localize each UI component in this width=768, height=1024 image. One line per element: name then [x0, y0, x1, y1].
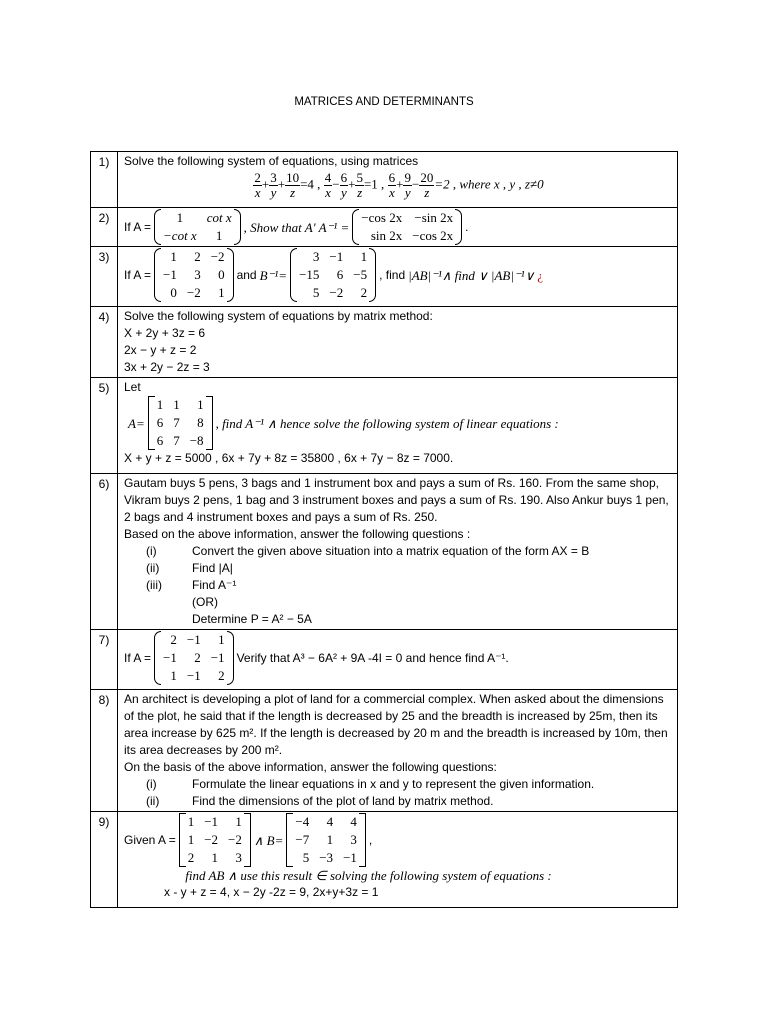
question-text: ,: [368, 832, 373, 847]
matrix-a: [179, 813, 251, 867]
equals-text: =2 , where x , y , z≠0: [434, 176, 544, 192]
fraction: [388, 171, 397, 200]
equation-line: x - y + z = 4, x − 2y -2z = 9, 2x+y+3z = 1: [164, 885, 379, 899]
equation-line: 3x + 2y − 2z = 3: [124, 360, 210, 374]
table-row: [91, 152, 678, 208]
question-text: ¿: [537, 267, 544, 283]
denominator: y: [340, 185, 347, 200]
matrix-cell: 1: [326, 832, 334, 847]
matrix-cell: 1: [218, 285, 225, 300]
equation-line: $\frac{2}{x}$ + $\frac{3}{y}$ + $\frac{10}{z}$ =4 , $\frac{4}{x}$ − $\frac{6}{y}$ + $\frac{5}{z}$ =1 , $\frac{6}{x}$ + $\frac{9}{y}$ − $\frac{20}{z}$ =2 , where x , y , z≠0: [254, 170, 544, 200]
denominator: z: [357, 185, 363, 200]
fraction: [285, 171, 300, 200]
matrix-a: [154, 209, 241, 245]
matrix-result: [352, 209, 462, 245]
sub-label: (ii): [146, 561, 160, 575]
question-number: 2): [91, 208, 118, 247]
sub-question: [124, 594, 673, 611]
matrix-cell: −5: [353, 267, 368, 282]
matrix-cell: −cot x: [163, 228, 197, 243]
sub-question: [124, 611, 673, 628]
matrix-cell: −8: [189, 433, 204, 448]
question-text: , find: [379, 267, 406, 282]
question-text: Based on the above information, answer the following questions :: [124, 527, 471, 541]
question-body: [118, 474, 678, 630]
denominator: x: [325, 185, 331, 200]
question-line: [128, 396, 673, 450]
matrix-b-inverse: [290, 248, 376, 302]
matrix-cell: 6: [336, 267, 344, 282]
denominator: z: [424, 185, 430, 200]
matrix-cell: −15: [299, 267, 320, 282]
matrix-cell: 2: [187, 850, 195, 865]
matrix-cell: 4: [326, 814, 334, 829]
fraction: [419, 171, 434, 200]
matrix-cell: −2: [329, 285, 344, 300]
question-text: Verify that A³ − 6A² + 9A -4I = 0 and hence find A⁻¹.: [236, 650, 509, 665]
table-row: [91, 247, 678, 307]
matrix-cell: 2: [194, 249, 201, 264]
question-body: [118, 630, 678, 690]
question-number: 3): [91, 247, 118, 307]
numerator: 9: [404, 170, 411, 185]
denominator: y: [270, 185, 277, 200]
sub-question: [124, 543, 673, 560]
sub-label: (i): [146, 777, 157, 791]
sub-question: [124, 776, 673, 793]
sub-text: Find |A|: [192, 561, 233, 575]
question-text: |AB|⁻¹∧ find ∨ |AB|⁻¹∨: [408, 267, 535, 283]
question-line: [124, 248, 673, 302]
sub-label: (ii): [146, 794, 160, 808]
equals-text: =1 ,: [363, 176, 385, 192]
question-number: 4): [91, 307, 118, 378]
fraction: [355, 171, 364, 200]
matrix-cell: −cos 2x: [412, 228, 454, 243]
question-text: and: [236, 267, 257, 282]
equation-line: X + y + z = 5000 , 6x + 7y + 8z = 35800 , 6x + 7y − 8z = 7000.: [124, 451, 454, 465]
question-number: 7): [91, 630, 118, 690]
question-number: 5): [91, 378, 118, 474]
question-line: [124, 813, 673, 867]
numerator: 6: [388, 170, 396, 185]
matrix-cell: 5: [312, 285, 320, 300]
matrix-cell: 7: [173, 433, 180, 448]
matrix-cell: 6: [156, 415, 164, 430]
table-row: [91, 630, 678, 690]
matrix-cell: −sin 2x: [414, 210, 454, 225]
question-body: [118, 812, 678, 908]
matrix-a: [148, 396, 213, 450]
sub-text: Convert the given above situation into a matrix equation of the form AX = B: [192, 544, 590, 558]
question-text: B⁻¹=: [259, 267, 288, 283]
sub-text: Formulate the linear equations in x and y to represent the given information.: [192, 777, 595, 791]
question-text: A=: [128, 415, 145, 431]
equals-text: =4 ,: [300, 176, 321, 192]
matrix-cell: 6: [156, 433, 164, 448]
matrix-cell: 1: [197, 397, 204, 412]
matrix-a: [154, 248, 234, 302]
sub-question: [124, 793, 673, 810]
question-line: [124, 209, 673, 245]
fraction: [403, 171, 412, 200]
matrix-cell: −1: [204, 814, 219, 829]
matrix-cell: 4: [350, 814, 357, 829]
matrix-cell: 1: [211, 850, 219, 865]
matrix-cell: sin 2x: [370, 228, 403, 243]
matrix-cell: −7: [295, 832, 310, 847]
matrix-cell: −1: [163, 650, 177, 665]
matrix-cell: 0: [170, 285, 177, 300]
matrix-cell: −1: [329, 249, 344, 264]
question-text: An architect is developing a plot of land for a commercial complex. When asked about the dimensions of the plot, he said that if the length is decreased by 25 and the breadth is increased by 25m, then its area increase by 625 m². If the length is decreased by 20 m and the breadth is increased by 10m, then its area decreases by 200 m².: [124, 692, 668, 757]
table-row: [91, 307, 678, 378]
question-text: If A =: [124, 219, 152, 234]
matrix-cell: 1: [187, 814, 195, 829]
matrix-cell: 1: [218, 632, 225, 647]
matrix-cell: 1: [156, 397, 164, 412]
matrix-cell: 1: [170, 249, 177, 264]
matrix-cell: −2: [186, 285, 201, 300]
equation-line: 2x − y + z = 2: [124, 343, 197, 357]
question-body: [118, 152, 678, 208]
question-text: Let: [124, 380, 141, 394]
matrix-cell: −2: [204, 832, 219, 847]
matrix-cell: 1: [173, 397, 180, 412]
matrix-a: [154, 631, 234, 685]
matrix-cell: 1: [176, 210, 184, 225]
sub-label: (i): [146, 544, 157, 558]
matrix-cell: 3: [350, 832, 357, 847]
matrix-cell: 3: [194, 267, 201, 282]
question-body: [118, 690, 678, 812]
question-text: ∧ B=: [253, 832, 284, 848]
matrix-cell: 1: [187, 832, 195, 847]
question-text: On the basis of the above information, answer the following questions:: [124, 760, 497, 774]
matrix-cell: 1: [170, 668, 177, 683]
question-number: 6): [91, 474, 118, 630]
table-row: [91, 812, 678, 908]
question-text: , find A⁻¹ ∧ hence solve the following system of linear equations :: [215, 415, 559, 431]
matrix-cell: −2: [228, 832, 242, 847]
fraction: [253, 171, 262, 200]
matrix-cell: −1: [186, 668, 201, 683]
matrix-cell: 3: [312, 249, 320, 264]
denominator: z: [290, 185, 296, 200]
matrix-cell: −3: [319, 850, 334, 865]
question-number: 9): [91, 812, 118, 908]
matrix-b: [286, 813, 366, 867]
matrix-cell: −4: [295, 814, 310, 829]
sub-text: Find A⁻¹: [192, 578, 237, 592]
matrix-cell: 1: [215, 228, 223, 243]
question-text: Gautam buys 5 pens, 3 bags and 1 instrument box and pays a sum of Rs. 160. From the same shop, Vikram buys 2 pens, 1 bag and 3 instrument boxes and pays a sum of Rs. 190. Also Ankur buys 1 pen, 2 bags and 4 instrument boxes and pays a sum of Rs. 250.: [124, 476, 669, 524]
page-title: MATRICES AND DETERMINANTS: [294, 96, 474, 108]
numerator: 4: [324, 170, 332, 185]
matrix-cell: −1: [210, 650, 225, 665]
question-line: [124, 631, 673, 685]
fraction: [340, 171, 349, 200]
matrix-cell: 2: [194, 650, 201, 665]
numerator: 6: [340, 170, 348, 185]
question-text: .: [465, 219, 469, 234]
equation-line: X + 2y + 3z = 6: [124, 326, 206, 340]
fraction: [324, 171, 333, 200]
table-row: [91, 378, 678, 474]
fraction: [269, 171, 278, 200]
matrix-cell: 3: [235, 850, 242, 865]
sub-question: [124, 577, 673, 594]
question-text: Given A =: [124, 832, 176, 847]
matrix-cell: 1: [360, 249, 368, 264]
matrix-cell: −2: [210, 249, 225, 264]
matrix-cell: 1: [235, 814, 242, 829]
denominator: x: [254, 185, 261, 200]
matrix-cell: 5: [302, 850, 310, 865]
question-text: find AB ∧ use this result ∈ solving the following system of equations :: [185, 868, 552, 883]
question-text: If A =: [124, 267, 152, 282]
question-body: [118, 247, 678, 307]
question-text: If A =: [124, 650, 152, 665]
matrix-cell: −1: [343, 850, 357, 865]
sub-text: (OR): [192, 595, 218, 609]
question-text: Solve the following system of equations by matrix method:: [124, 309, 433, 323]
question-body: [118, 307, 678, 378]
questions-table: [90, 151, 678, 908]
numerator: 2: [254, 170, 261, 185]
question-body: [118, 378, 678, 474]
matrix-cell: 0: [218, 267, 225, 282]
matrix-cell: 7: [173, 415, 180, 430]
numerator: 5: [356, 170, 363, 185]
numerator: 20: [420, 170, 434, 185]
question-body: [118, 208, 678, 247]
question-number: 1): [91, 152, 118, 208]
question-text: , Show that A′ A⁻¹ =: [243, 219, 350, 235]
matrix-cell: −1: [186, 632, 201, 647]
matrix-cell: 2: [218, 668, 225, 683]
question-text: Solve the following system of equations, using matrices: [124, 154, 419, 168]
numerator: 3: [270, 170, 277, 185]
sub-text: Determine P = A² − 5A: [192, 612, 312, 626]
table-row: [91, 208, 678, 247]
matrix-cell: 2: [360, 285, 368, 300]
matrix-cell: 8: [197, 415, 204, 430]
denominator: y: [404, 185, 411, 200]
matrix-cell: cot x: [206, 210, 232, 225]
question-number: 8): [91, 690, 118, 812]
matrix-cell: −cos 2x: [361, 210, 403, 225]
table-row: [91, 690, 678, 812]
numerator: 10: [286, 170, 300, 185]
sub-label: (iii): [146, 578, 162, 592]
denominator: x: [388, 185, 395, 200]
sub-question: [124, 560, 673, 577]
matrix-cell: −1: [163, 267, 177, 282]
matrix-cell: 2: [170, 632, 177, 647]
sub-text: Find the dimensions of the plot of land by matrix method.: [192, 794, 494, 808]
table-row: [91, 474, 678, 630]
